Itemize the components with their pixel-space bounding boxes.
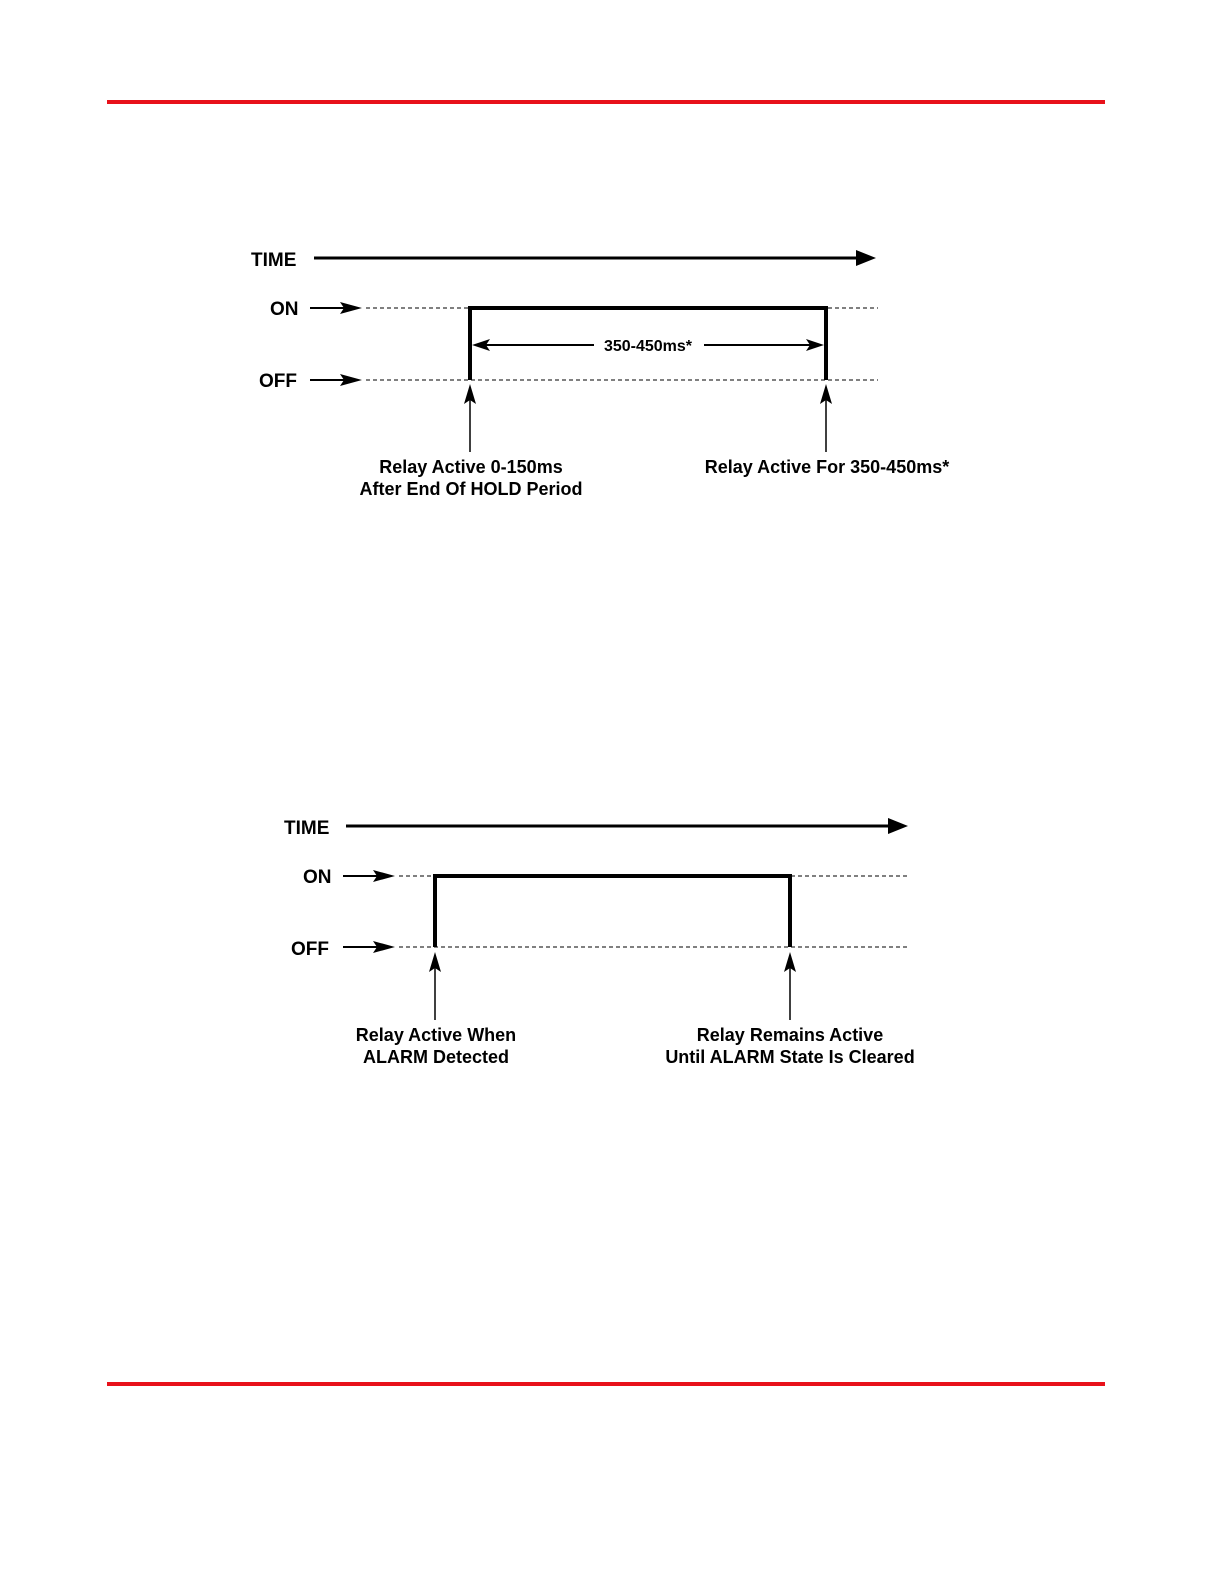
on-pointer-arrow [343,870,395,882]
relay-latch-waveform [435,876,790,947]
end-note-line2: Until ALARM State Is Cleared [665,1047,915,1067]
end-pointer-arrow [784,952,796,1020]
pulse-timing-diagram [251,250,949,499]
on-pointer-arrow [310,302,362,314]
time-label: TIME [251,250,297,271]
time-arrow [314,250,876,266]
start-note-line2: ALARM Detected [362,1047,510,1067]
start-note-line1: Relay Active 0-150ms [379,457,563,477]
start-pointer-arrow [429,952,441,1020]
alarm-timing-diagram [284,818,915,1067]
start-note-line1: Relay Active When [355,1025,517,1045]
on-label: ON [303,867,332,888]
start-note-line2: After End Of HOLD Period [359,479,583,499]
off-pointer-arrow [310,374,362,386]
start-pointer-arrow [464,384,476,452]
on-label: ON [270,299,299,320]
off-label: OFF [259,371,297,392]
off-pointer-arrow [343,941,395,953]
off-label: OFF [291,939,329,960]
time-arrow [346,818,908,834]
time-label: TIME [284,818,330,839]
end-note-line1: Relay Remains Active [696,1025,884,1045]
end-pointer-arrow [820,384,832,452]
duration-label: 350-450ms* [603,338,693,355]
end-note: Relay Active For 350-450ms* [704,457,950,477]
